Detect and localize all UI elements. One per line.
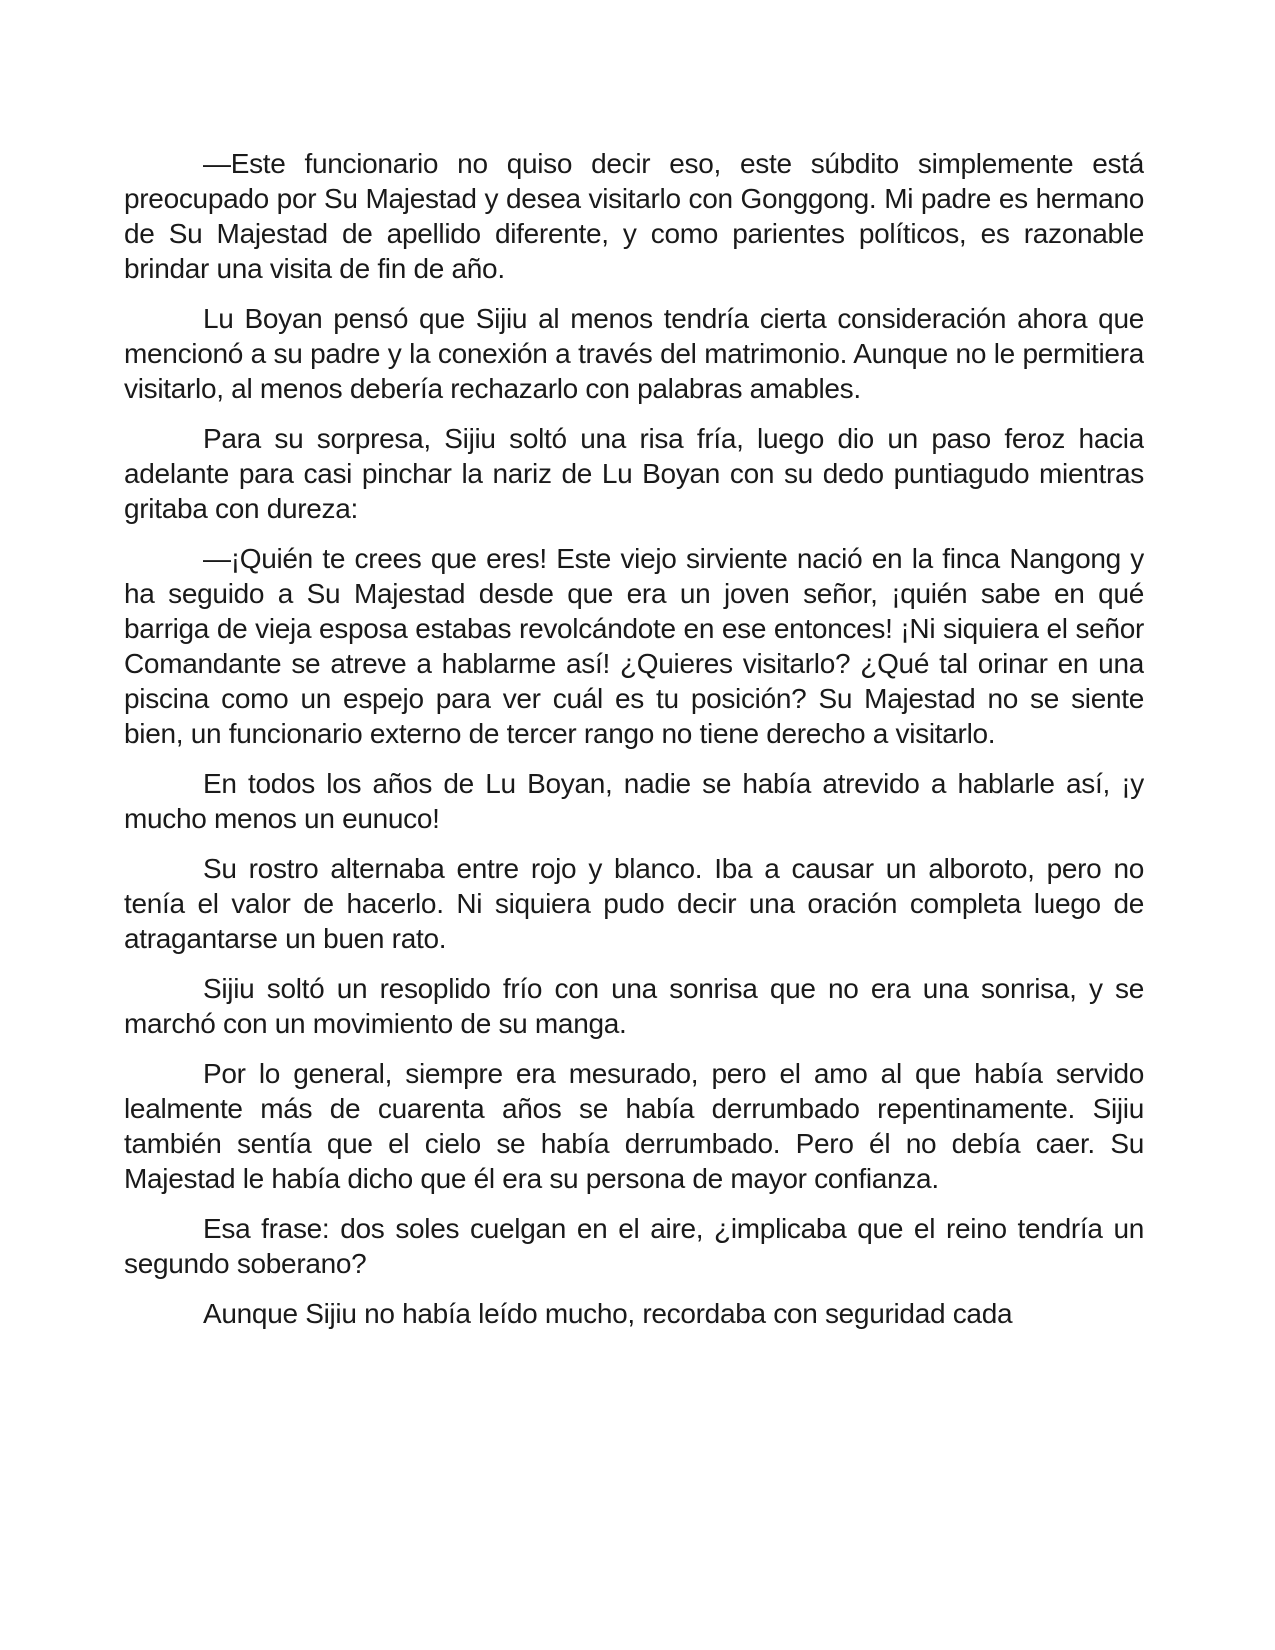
paragraph-1: —Este funcionario no quiso decir eso, este súbdito simplemente está preocupado por Su Majestad y desea visitarlo con Gonggong. Mi padre es hermano de Su Majestad de apellido diferente, y como parientes políticos, es razonable brindar una visita de fin de año.	[124, 148, 1144, 284]
paragraph-2: Lu Boyan pensó que Sijiu al menos tendría cierta consideración ahora que mencionó a su padre y la conexión a través del matrimonio. Aunque no le permitiera visitarlo, al menos debería rechazarlo con palabras amables.	[124, 303, 1144, 404]
document-page	[124, 146, 1144, 1566]
paragraph-5: En todos los años de Lu Boyan, nadie se había atrevido a hablarle así, ¡y mucho menos un eunuco!	[124, 768, 1144, 834]
paragraph-7: Sijiu soltó un resoplido frío con una sonrisa que no era una sonrisa, y se marchó con un movimiento de su manga.	[124, 973, 1144, 1039]
paragraph-8: Por lo general, siempre era mesurado, pero el amo al que había servido lealmente más de cuarenta años se había derrumbado repentinamente. Sijiu también sentía que el cielo se había derrumbado. Pero él no debía caer. Su Majestad le había dicho que él era su persona de mayor confianza.	[124, 1058, 1144, 1194]
paragraph-9: Esa frase: dos soles cuelgan en el aire, ¿implicaba que el reino tendría un segundo soberano?	[124, 1213, 1144, 1279]
paragraph-3: Para su sorpresa, Sijiu soltó una risa fría, luego dio un paso feroz hacia adelante para casi pinchar la nariz de Lu Boyan con su dedo puntiagudo mientras gritaba con dureza:	[124, 423, 1144, 524]
paragraph-4: —¡Quién te crees que eres! Este viejo sirviente nació en la finca Nangong y ha seguido a Su Majestad desde que era un joven señor, ¡quién sabe en qué barriga de vieja esposa estabas revolcándote en ese entonces! ¡Ni siquiera el señor Comandante se atreve a hablarme así! ¿Quieres visitarlo? ¿Qué tal orinar en una piscina como un espejo para ver cuál es tu posición? Su Majestad no se siente bien, un funcionario externo de tercer rango no tiene derecho a visitarlo.	[124, 543, 1144, 749]
paragraph-6: Su rostro alternaba entre rojo y blanco. Iba a causar un alboroto, pero no tenía el valor de hacerlo. Ni siquiera pudo decir una oración completa luego de atragantarse un buen rato.	[124, 853, 1144, 954]
paragraph-10: Aunque Sijiu no había leído mucho, recordaba con seguridad cada	[203, 1298, 1013, 1329]
